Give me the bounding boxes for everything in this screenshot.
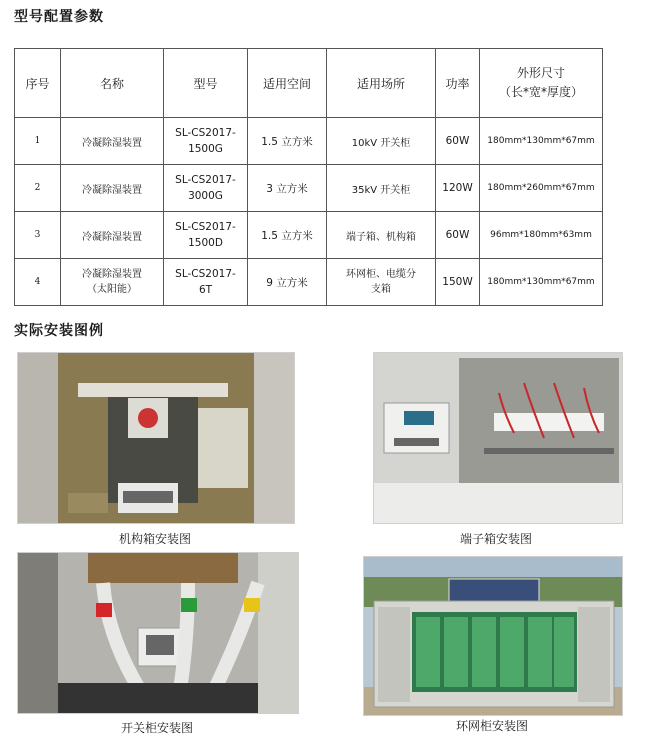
- terminal-box-photo: [373, 352, 623, 524]
- cell-no: 3: [15, 212, 61, 259]
- ring-main-unit-caption: 环网柜安装图: [455, 719, 528, 733]
- ring-main-unit-photo: [363, 556, 623, 716]
- place-line: 支箱: [371, 284, 391, 295]
- cell-model: [164, 212, 248, 259]
- cell-name: 冷凝除湿装置: [61, 212, 164, 259]
- model-line: 6T: [198, 284, 213, 296]
- table-row: [15, 165, 603, 212]
- cell-place: 35kV 开关柜: [327, 165, 436, 212]
- cell-power: 150W: [436, 259, 480, 306]
- cell-space: 9 立方米: [248, 259, 327, 306]
- cell-model: [164, 165, 248, 212]
- table-row: [15, 118, 603, 165]
- model-line: 1500D: [188, 237, 223, 249]
- name-line: 冷凝除湿装置: [82, 268, 142, 280]
- cell-space: 1.5 立方米: [248, 118, 327, 165]
- spec-section-title: 型号配置参数: [14, 9, 104, 25]
- header-space: 适用空间: [248, 49, 327, 118]
- header-place: 适用场所: [327, 49, 436, 118]
- terminal-box-caption: 端子箱安装图: [459, 532, 532, 546]
- cell-place: 10kV 开关柜: [327, 118, 436, 165]
- cell-model: [164, 118, 248, 165]
- header-power: 功率: [436, 49, 480, 118]
- cell-power: 60W: [436, 118, 480, 165]
- cell-model: [164, 259, 248, 306]
- name-line: （太阳能）: [87, 284, 137, 295]
- cell-size: 96mm*180mm*63mm: [480, 212, 603, 259]
- spec-table: [14, 48, 603, 306]
- table-row: [15, 212, 603, 259]
- model-line: 1500G: [188, 143, 223, 155]
- cell-space: 3 立方米: [248, 165, 327, 212]
- cell-space: 1.5 立方米: [248, 212, 327, 259]
- model-line: SL-CS2017-: [175, 126, 236, 139]
- cell-power: 60W: [436, 212, 480, 259]
- switch-cabinet-photo: [17, 552, 299, 714]
- cell-no: 1: [15, 118, 61, 165]
- mechanism-box-photo: [17, 352, 295, 524]
- model-line: SL-CS2017-: [175, 267, 236, 280]
- header-no: 序号: [15, 49, 61, 118]
- cell-name: [61, 259, 164, 306]
- header-size: [480, 49, 603, 118]
- model-line: 3000G: [188, 190, 223, 202]
- cell-size: 180mm*130mm*67mm: [480, 259, 603, 306]
- header-size-line1: 外形尺寸: [516, 66, 565, 81]
- cell-no: 2: [15, 165, 61, 212]
- cell-place: [327, 259, 436, 306]
- install-section-title: 实际安装图例: [14, 323, 104, 339]
- cell-size: 180mm*130mm*67mm: [480, 118, 603, 165]
- model-line: SL-CS2017-: [175, 173, 236, 186]
- header-name: 名称: [61, 49, 164, 118]
- cell-name: 冷凝除湿装置: [61, 118, 164, 165]
- switch-cabinet-caption: 开关柜安装图: [120, 721, 193, 735]
- cell-size: 180mm*260mm*67mm: [480, 165, 603, 212]
- mechanism-box-caption: 机构箱安装图: [118, 532, 191, 546]
- place-line: 环网柜、电缆分: [346, 268, 416, 280]
- table-row: [15, 259, 603, 306]
- table-header-row: [15, 49, 603, 118]
- header-model: 型号: [164, 49, 248, 118]
- cell-power: 120W: [436, 165, 480, 212]
- cell-no: 4: [15, 259, 61, 306]
- model-line: SL-CS2017-: [175, 220, 236, 233]
- header-size-line2: （长*宽*厚度）: [498, 85, 583, 99]
- cell-name: 冷凝除湿装置: [61, 165, 164, 212]
- cell-place: 端子箱、机构箱: [327, 212, 436, 259]
